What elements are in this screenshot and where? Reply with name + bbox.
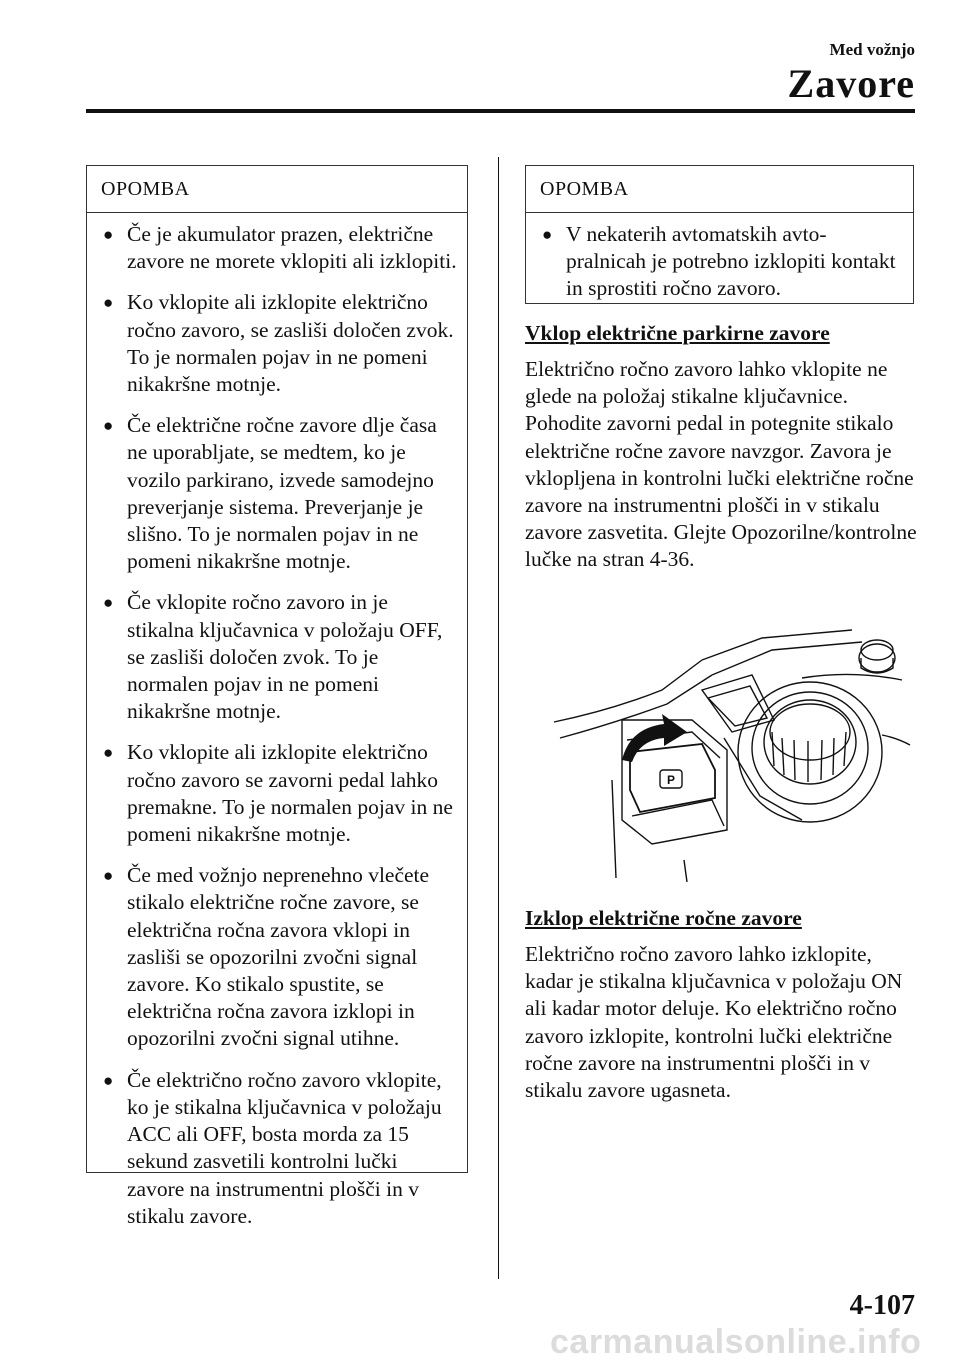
note-text: Ko vklopite ali izklopite električno ročno zavoro se zavorni pedal lahko premakne. To je normalen pojav in ne pomeni nikakršne motnje. [127, 740, 453, 847]
p-button-symbol: P [666, 773, 676, 787]
page-number: 4-107 [849, 1290, 915, 1321]
bullet-icon: ● [103, 225, 114, 244]
header-rule [86, 109, 915, 113]
note-item [87, 589, 467, 725]
running-head: Med vožnjo [829, 40, 915, 59]
note-list [87, 213, 467, 1230]
watermark: carmanualsonline.info [550, 1323, 922, 1361]
parking-brake-switch-illustration [552, 620, 912, 890]
note-item [87, 1067, 467, 1230]
note-text: Če je akumulator prazen, električne zavore ne morete vklopiti ali izklopiti. [127, 222, 457, 274]
note-item [87, 739, 467, 848]
note-text: Ko vklopite ali izklopite električno ročno zavoro, se zasliši določen zvok. To je normalen pojav in ne pomeni nikakršne motnje. [127, 290, 454, 397]
note-item [87, 412, 467, 575]
bullet-icon: ● [103, 416, 114, 436]
note-title: OPOMBA [526, 166, 913, 213]
note-text: V nekaterih avtomatskih avto-pralnicah je potrebno izklopiti kontakt in sprostiti ročno zavoro. [566, 222, 896, 301]
note-item [87, 289, 467, 398]
section-body-apply: Električno ročno zavoro lahko vklopite ne glede na položaj stikalne ključavnice. Pohodite zavorni pedal in potegnite stikalo električne ročne zavore navzgor. Zavora je vklopljena in kontrolni lučki električne ročne zavore na instrumentni plošči in v stikalu zavore zasvetita. Glejte Opozorilne/kontrolne lučke na stran 4-36. [525, 357, 917, 572]
note-item [87, 221, 467, 275]
note-item [87, 862, 467, 1052]
section-heading-apply: Vklop električne parkirne zavore [525, 321, 830, 345]
note-text: Če vklopite ročno zavoro in je stikalna ključavnica v položaju OFF, se zasliši določen zvok. To je normalen pojav in ne pomeni nikakršne motnje. [127, 590, 443, 724]
bullet-icon: ● [103, 593, 114, 613]
section-title: Zavore [787, 61, 915, 106]
bullet-icon: ● [103, 293, 114, 313]
note-text: Če električne ročne zavore dlje časa ne uporabljate, se medtem, ko je vozilo parkirano, izvede samodejno preverjanje sistema. Preverjanje je slišno. To je normalen pojav in ne pomeni nikakršne motnje. [127, 413, 437, 574]
column-divider [498, 157, 499, 1279]
note-text: Če električno ročno zavoro vklopite, ko je stikalna ključavnica v položaju ACC ali OFF, bosta morda za 15 sekund zasvetili kontrolni lučki zavore na instrumentni plošči in v stikalu zavore. [127, 1067, 442, 1228]
note-item [526, 221, 913, 303]
note-list [526, 213, 913, 303]
bullet-icon: ● [103, 743, 114, 763]
bullet-icon: ● [542, 225, 553, 244]
bullet-icon: ● [103, 1070, 114, 1090]
note-text: Če med vožnjo neprenehno vlečete stikalo električne ročne zavore, se električna ročna zavora vklopi in zasliši se opozorilni zvočni signal zavore. Ko stikalo spustite, se električna ročna zavora izklopi in opozorilni zvočni signal utihne. [127, 863, 430, 1051]
bullet-icon: ● [103, 866, 114, 886]
note-box-left [86, 165, 468, 1228]
section-heading-release: Izklop električne ročne zavore [525, 906, 802, 930]
section-body-release: Električno ročno zavoro lahko izklopite, kadar je stikalna ključavnica v položaju ON ali kadar motor deluje. Ko električno ročno zavoro izklopite, kontrolni lučki električne ročne zavore na instrumentni plošči in v stikalu zavore ugasneta. [525, 942, 903, 1103]
note-box-right [525, 165, 914, 304]
note-title: OPOMBA [87, 166, 467, 213]
